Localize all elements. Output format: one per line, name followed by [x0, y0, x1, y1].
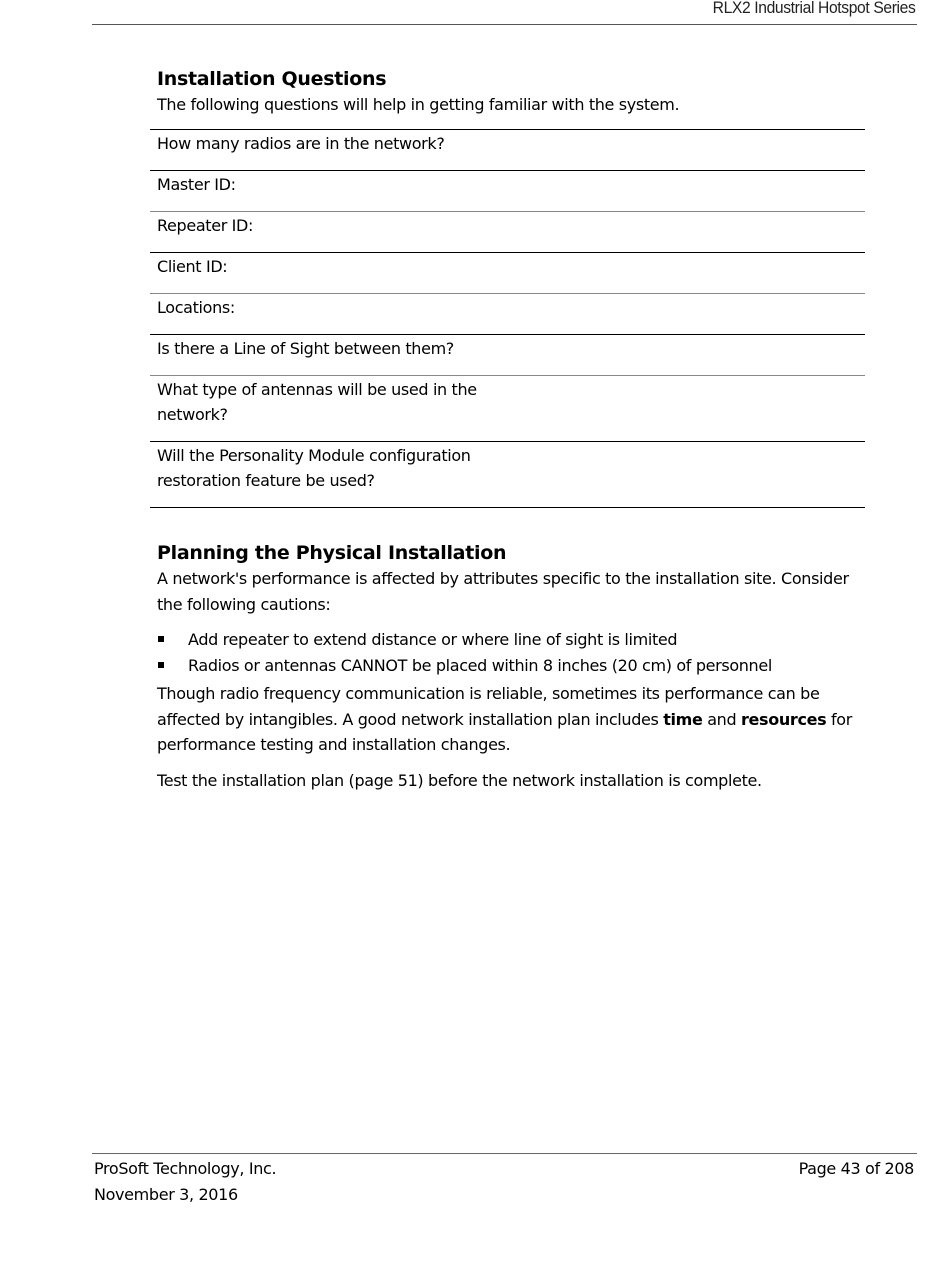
section-intro: A network's performance is affected by attributes specific to the installation site. Consider the following cautions:: [157, 569, 849, 614]
table-row: [150, 335, 865, 376]
question-cell: How many radios are in the network?: [150, 130, 502, 171]
list-item: [157, 653, 867, 679]
table-row: [150, 130, 865, 171]
question-cell: Repeater ID:: [150, 212, 502, 253]
square-bullet-icon: [158, 636, 164, 642]
footer-left: [94, 1156, 276, 1207]
question-cell: Client ID:: [150, 253, 502, 294]
question-cell: Locations:: [150, 294, 502, 335]
paragraph-text: Though radio frequency communication is reliable, sometimes its performance can be affected by intangibles. A good network installation plan includes: [157, 684, 820, 729]
answer-cell: [502, 442, 865, 508]
questions-table: [150, 129, 865, 508]
list-item-text: Add repeater to extend distance or where line of sight is limited: [188, 630, 678, 649]
footer-divider: [92, 1153, 917, 1154]
question-cell: Master ID:: [150, 171, 502, 212]
section-intro: The following questions will help in getting familiar with the system.: [157, 95, 680, 114]
document-date: November 3, 2016: [94, 1184, 238, 1204]
question-cell: Will the Personality Module configuration restoration feature be used?: [150, 442, 502, 508]
company-name: ProSoft Technology, Inc.: [94, 1159, 277, 1178]
table-row: [150, 212, 865, 253]
page-header: [92, 0, 917, 25]
answer-cell: [502, 253, 865, 294]
table-row: [150, 171, 865, 212]
list-item-text: Radios or antennas CANNOT be placed within 8 inches (20 cm) of personnel: [188, 656, 772, 675]
answer-cell: [502, 171, 865, 212]
page-number: Page 43 of 208: [798, 1159, 914, 1178]
physical-installation-section: [157, 540, 867, 793]
list-item: [157, 627, 867, 653]
reliability-paragraph: [157, 681, 867, 758]
section-heading: Planning the Physical Installation: [157, 542, 507, 564]
question-cell: What type of antennas will be used in the network?: [150, 376, 502, 442]
table-row: [150, 442, 865, 508]
test-plan-note: Test the installation plan (page 51) before the network installation is complete.: [157, 770, 762, 790]
table-row: [150, 294, 865, 335]
table-row: [150, 376, 865, 442]
answer-cell: [502, 294, 865, 335]
table-row: [150, 253, 865, 294]
paragraph-text: for performance testing and installation changes.: [157, 709, 852, 754]
emphasis-text: time: [663, 709, 703, 729]
answer-cell: [502, 212, 865, 253]
cautions-list: [157, 627, 867, 679]
installation-questions-section: [157, 66, 867, 118]
emphasis-text: resources: [741, 709, 827, 729]
answer-cell: [502, 335, 865, 376]
answer-cell: [502, 376, 865, 442]
question-cell: Is there a Line of Sight between them?: [150, 335, 502, 376]
square-bullet-icon: [158, 662, 164, 668]
answer-cell: [502, 130, 865, 171]
section-heading: Installation Questions: [157, 68, 387, 90]
document-series-title: RLX2 Industrial Hotspot Series: [712, 0, 915, 17]
paragraph-text: and: [702, 709, 742, 729]
